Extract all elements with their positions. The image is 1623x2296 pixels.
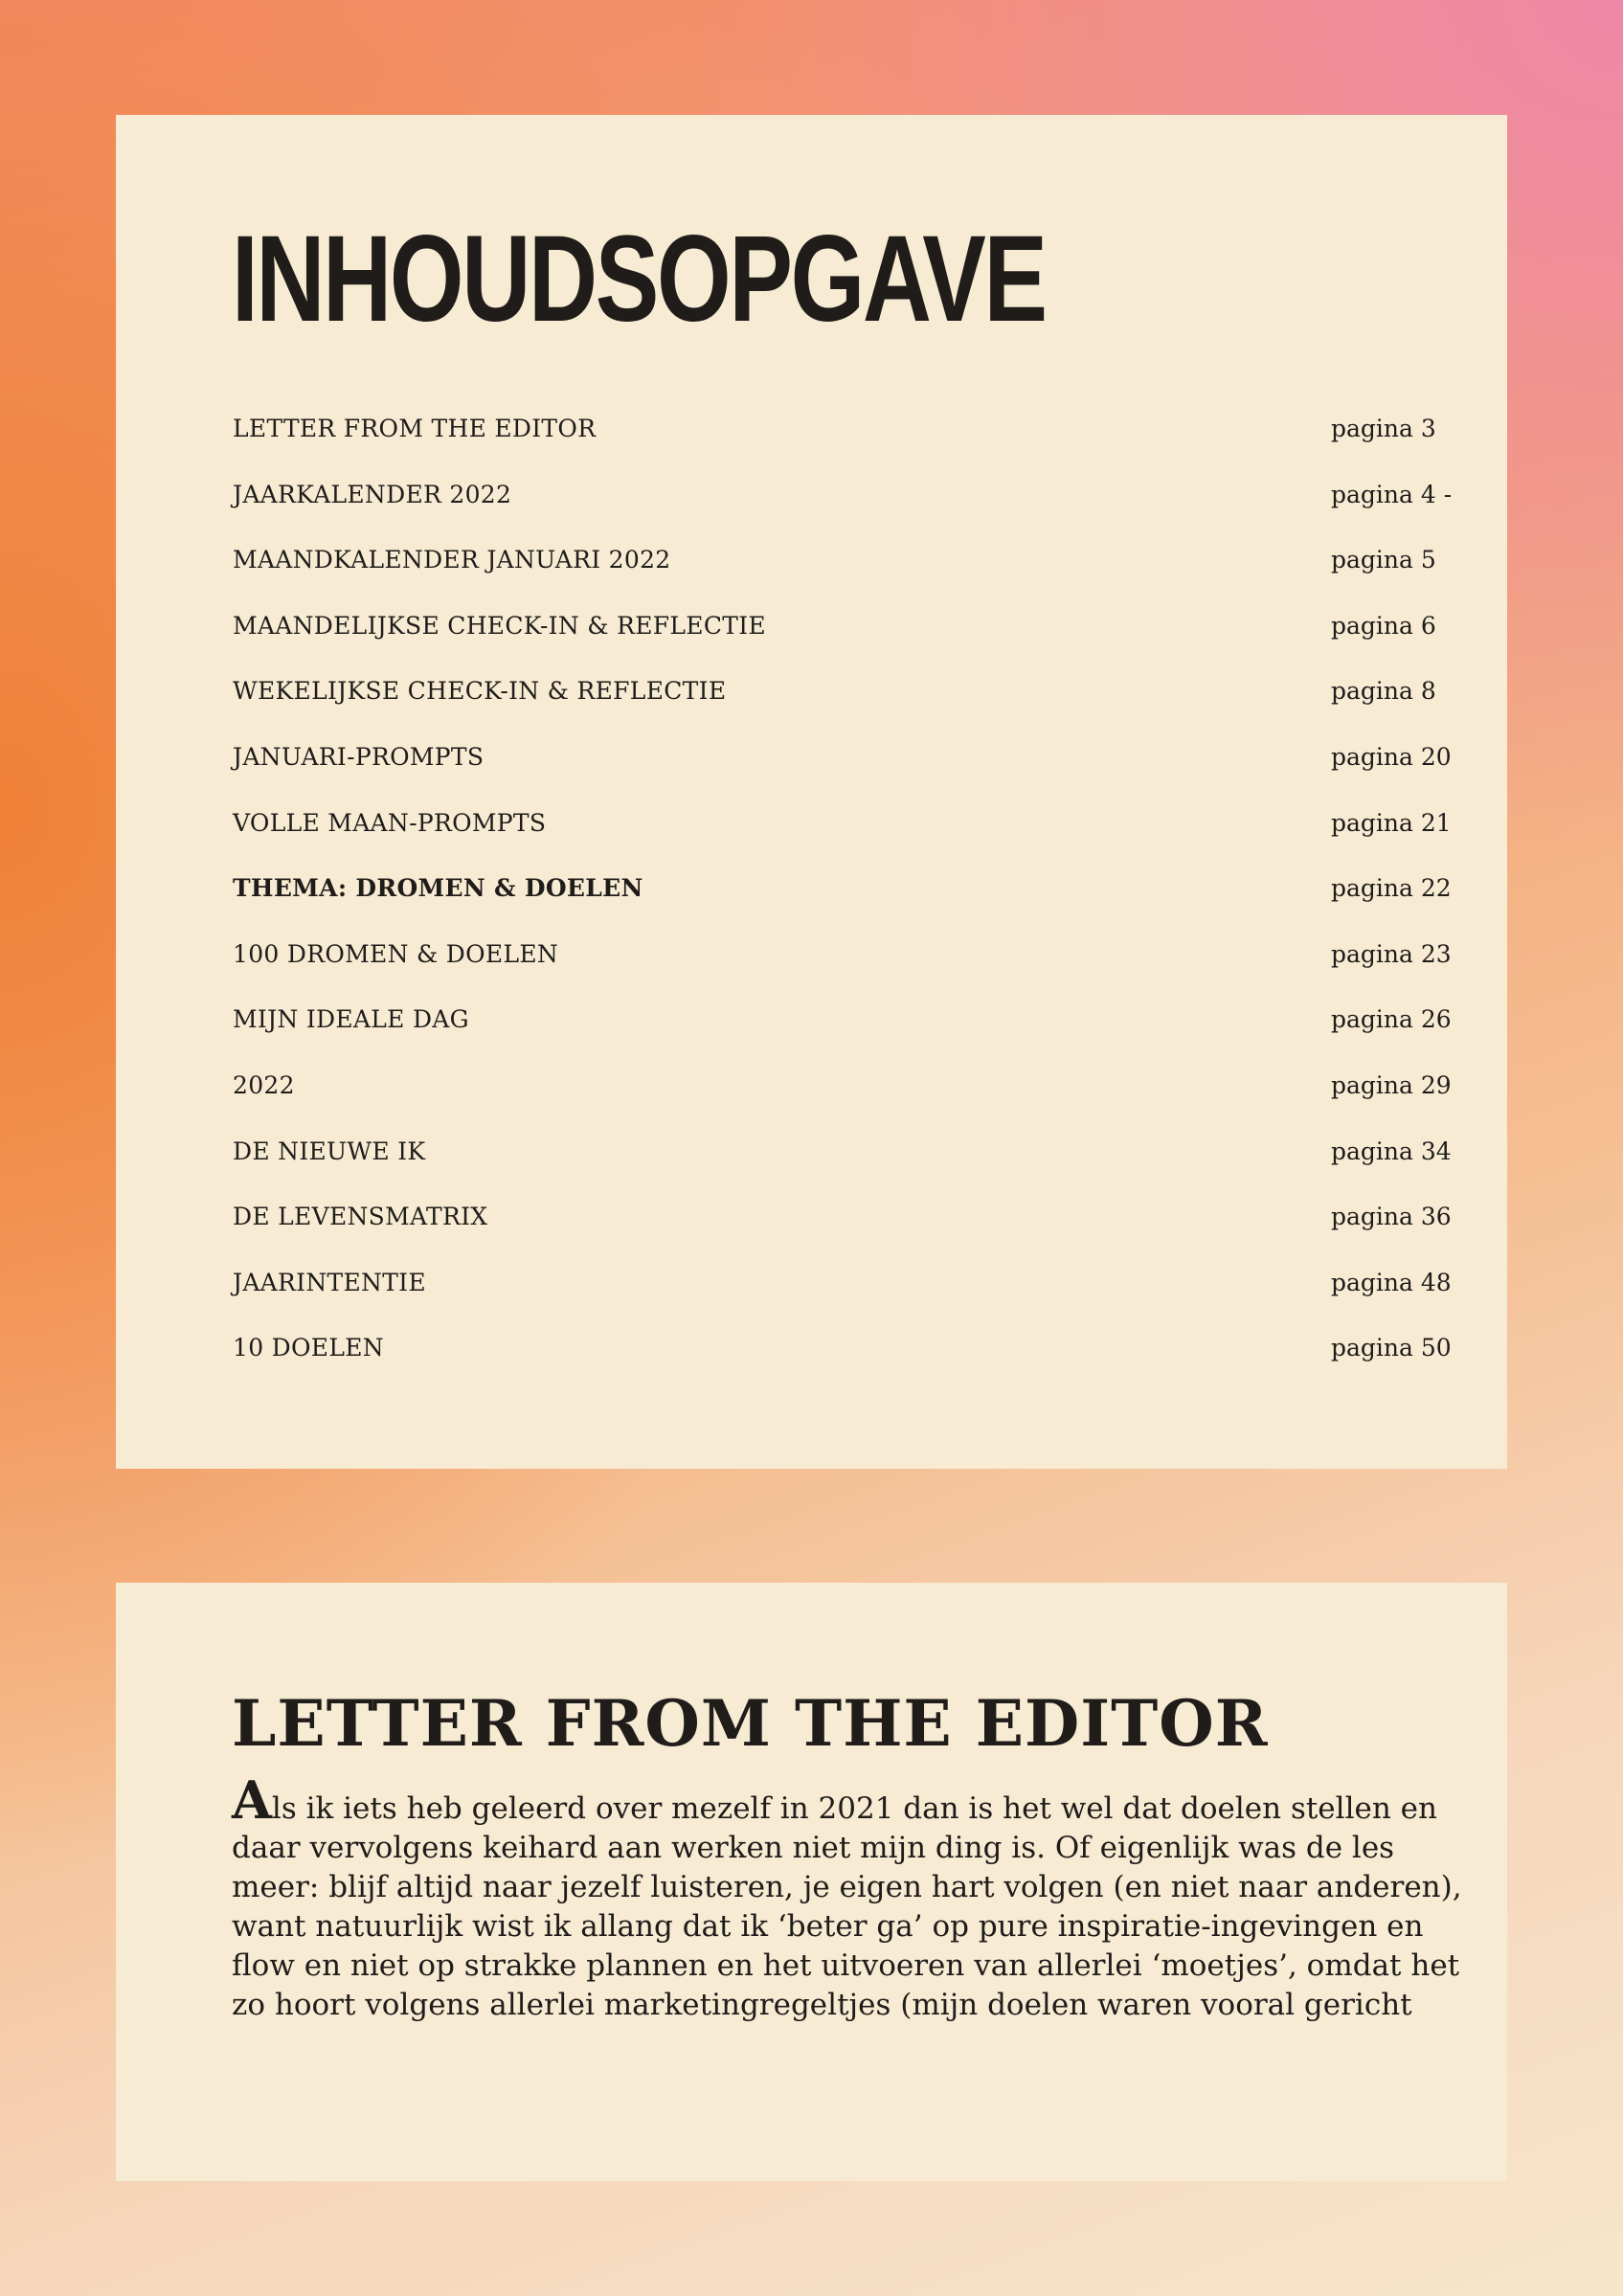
toc-entry: [233, 1268, 1452, 1334]
toc-entry-label: LETTER FROM THE EDITOR: [233, 415, 597, 442]
toc-entry: [233, 939, 1452, 1005]
toc-entry: [233, 1202, 1452, 1268]
toc-entry: [233, 742, 1452, 808]
toc-entry-label: MAANDKALENDER JANUARI 2022: [233, 546, 671, 574]
letter-line: [232, 1769, 1437, 1831]
toc-entry-label: JAARKALENDER 2022: [233, 480, 512, 508]
toc-entry-page: pagina 29: [1331, 1070, 1452, 1099]
toc-title: INHOUDSOPGAVE: [232, 211, 1046, 348]
letter-line: meer: blijf altijd naar jezelf luisteren, je eigen hart volgen (en niet naar anderen),: [232, 1870, 1462, 1904]
letter-line: flow en niet op strakke plannen en het uitvoeren van allerlei ‘moetjes’, omdat het: [232, 1948, 1460, 1983]
toc-entry: [233, 1004, 1452, 1070]
toc-entry-label: 10 DOELEN: [233, 1334, 384, 1362]
toc-list: [233, 414, 1453, 1399]
toc-entry-page: pagina 6: [1331, 611, 1436, 640]
toc-entry-page: pagina 20: [1331, 742, 1452, 771]
toc-entry-page: pagina 48: [1331, 1268, 1452, 1296]
toc-entry-page: pagina 4 -: [1331, 480, 1453, 508]
toc-entry-label: WEKELIJKSE CHECK-IN & REFLECTIE: [233, 677, 727, 706]
letter-line: want natuurlijk wist ik allang dat ik ‘beter ga’ op pure inspiratie-ingevingen en: [232, 1909, 1424, 1944]
toc-entry: [233, 480, 1453, 546]
toc-entry-page: pagina 50: [1331, 1334, 1452, 1362]
toc-entry: [233, 545, 1436, 611]
drop-cap: A: [232, 1769, 272, 1831]
toc-entry-label: MAANDELIJKSE CHECK-IN & REFLECTIE: [233, 611, 766, 640]
toc-entry-label: 100 DROMEN & DOELEN: [233, 939, 559, 968]
toc-entry-page: pagina 3: [1331, 415, 1436, 442]
letter-line: zo hoort volgens allerlei marketingregeltjes (mijn doelen waren vooral gericht: [232, 1988, 1412, 2022]
toc-entry-label: 2022: [233, 1070, 295, 1099]
toc-entry-label: THEMA: DROMEN & DOELEN: [233, 874, 643, 903]
toc-entry-page: pagina 8: [1331, 677, 1436, 706]
toc-entry: [233, 1333, 1452, 1399]
toc-entry-page: pagina 36: [1331, 1203, 1452, 1231]
table-of-contents-panel: [116, 115, 1507, 1469]
toc-entry-page: pagina 22: [1331, 874, 1452, 903]
toc-entry: [233, 414, 1436, 480]
toc-entry-label: VOLLE MAAN-PROMPTS: [233, 808, 547, 837]
letter-title: LETTER FROM THE EDITOR: [232, 1686, 1269, 1761]
toc-entry: [233, 1070, 1452, 1137]
letter-body: [232, 1769, 1462, 2025]
toc-entry-label: JANUARI-PROMPTS: [233, 742, 485, 771]
toc-entry-label: MIJN IDEALE DAG: [233, 1005, 469, 1034]
toc-entry-page: pagina 26: [1331, 1005, 1452, 1034]
toc-entry-label: JAARINTENTIE: [233, 1268, 426, 1296]
letter-line: daar vervolgens keihard aan werken niet mijn ding is. Of eigenlijk was de les: [232, 1831, 1395, 1865]
toc-entry-page: pagina 21: [1331, 808, 1452, 837]
toc-entry: [233, 808, 1452, 874]
toc-entry-page: pagina 23: [1331, 939, 1452, 968]
toc-entry: [233, 1137, 1452, 1203]
toc-entry-label: DE NIEUWE IK: [233, 1137, 426, 1165]
toc-entry: [233, 611, 1436, 677]
toc-entry-page: pagina 5: [1331, 546, 1436, 574]
letter-line-text: ls ik iets heb geleerd over mezelf in 2021 dan is het wel dat doelen stellen en: [271, 1791, 1437, 1826]
toc-entry-page: pagina 34: [1331, 1137, 1452, 1165]
toc-entry: [233, 676, 1436, 742]
toc-entry-label: DE LEVENSMATRIX: [233, 1203, 488, 1231]
letter-from-editor-panel: [116, 1583, 1507, 2181]
toc-entry-theme: [233, 873, 1452, 939]
